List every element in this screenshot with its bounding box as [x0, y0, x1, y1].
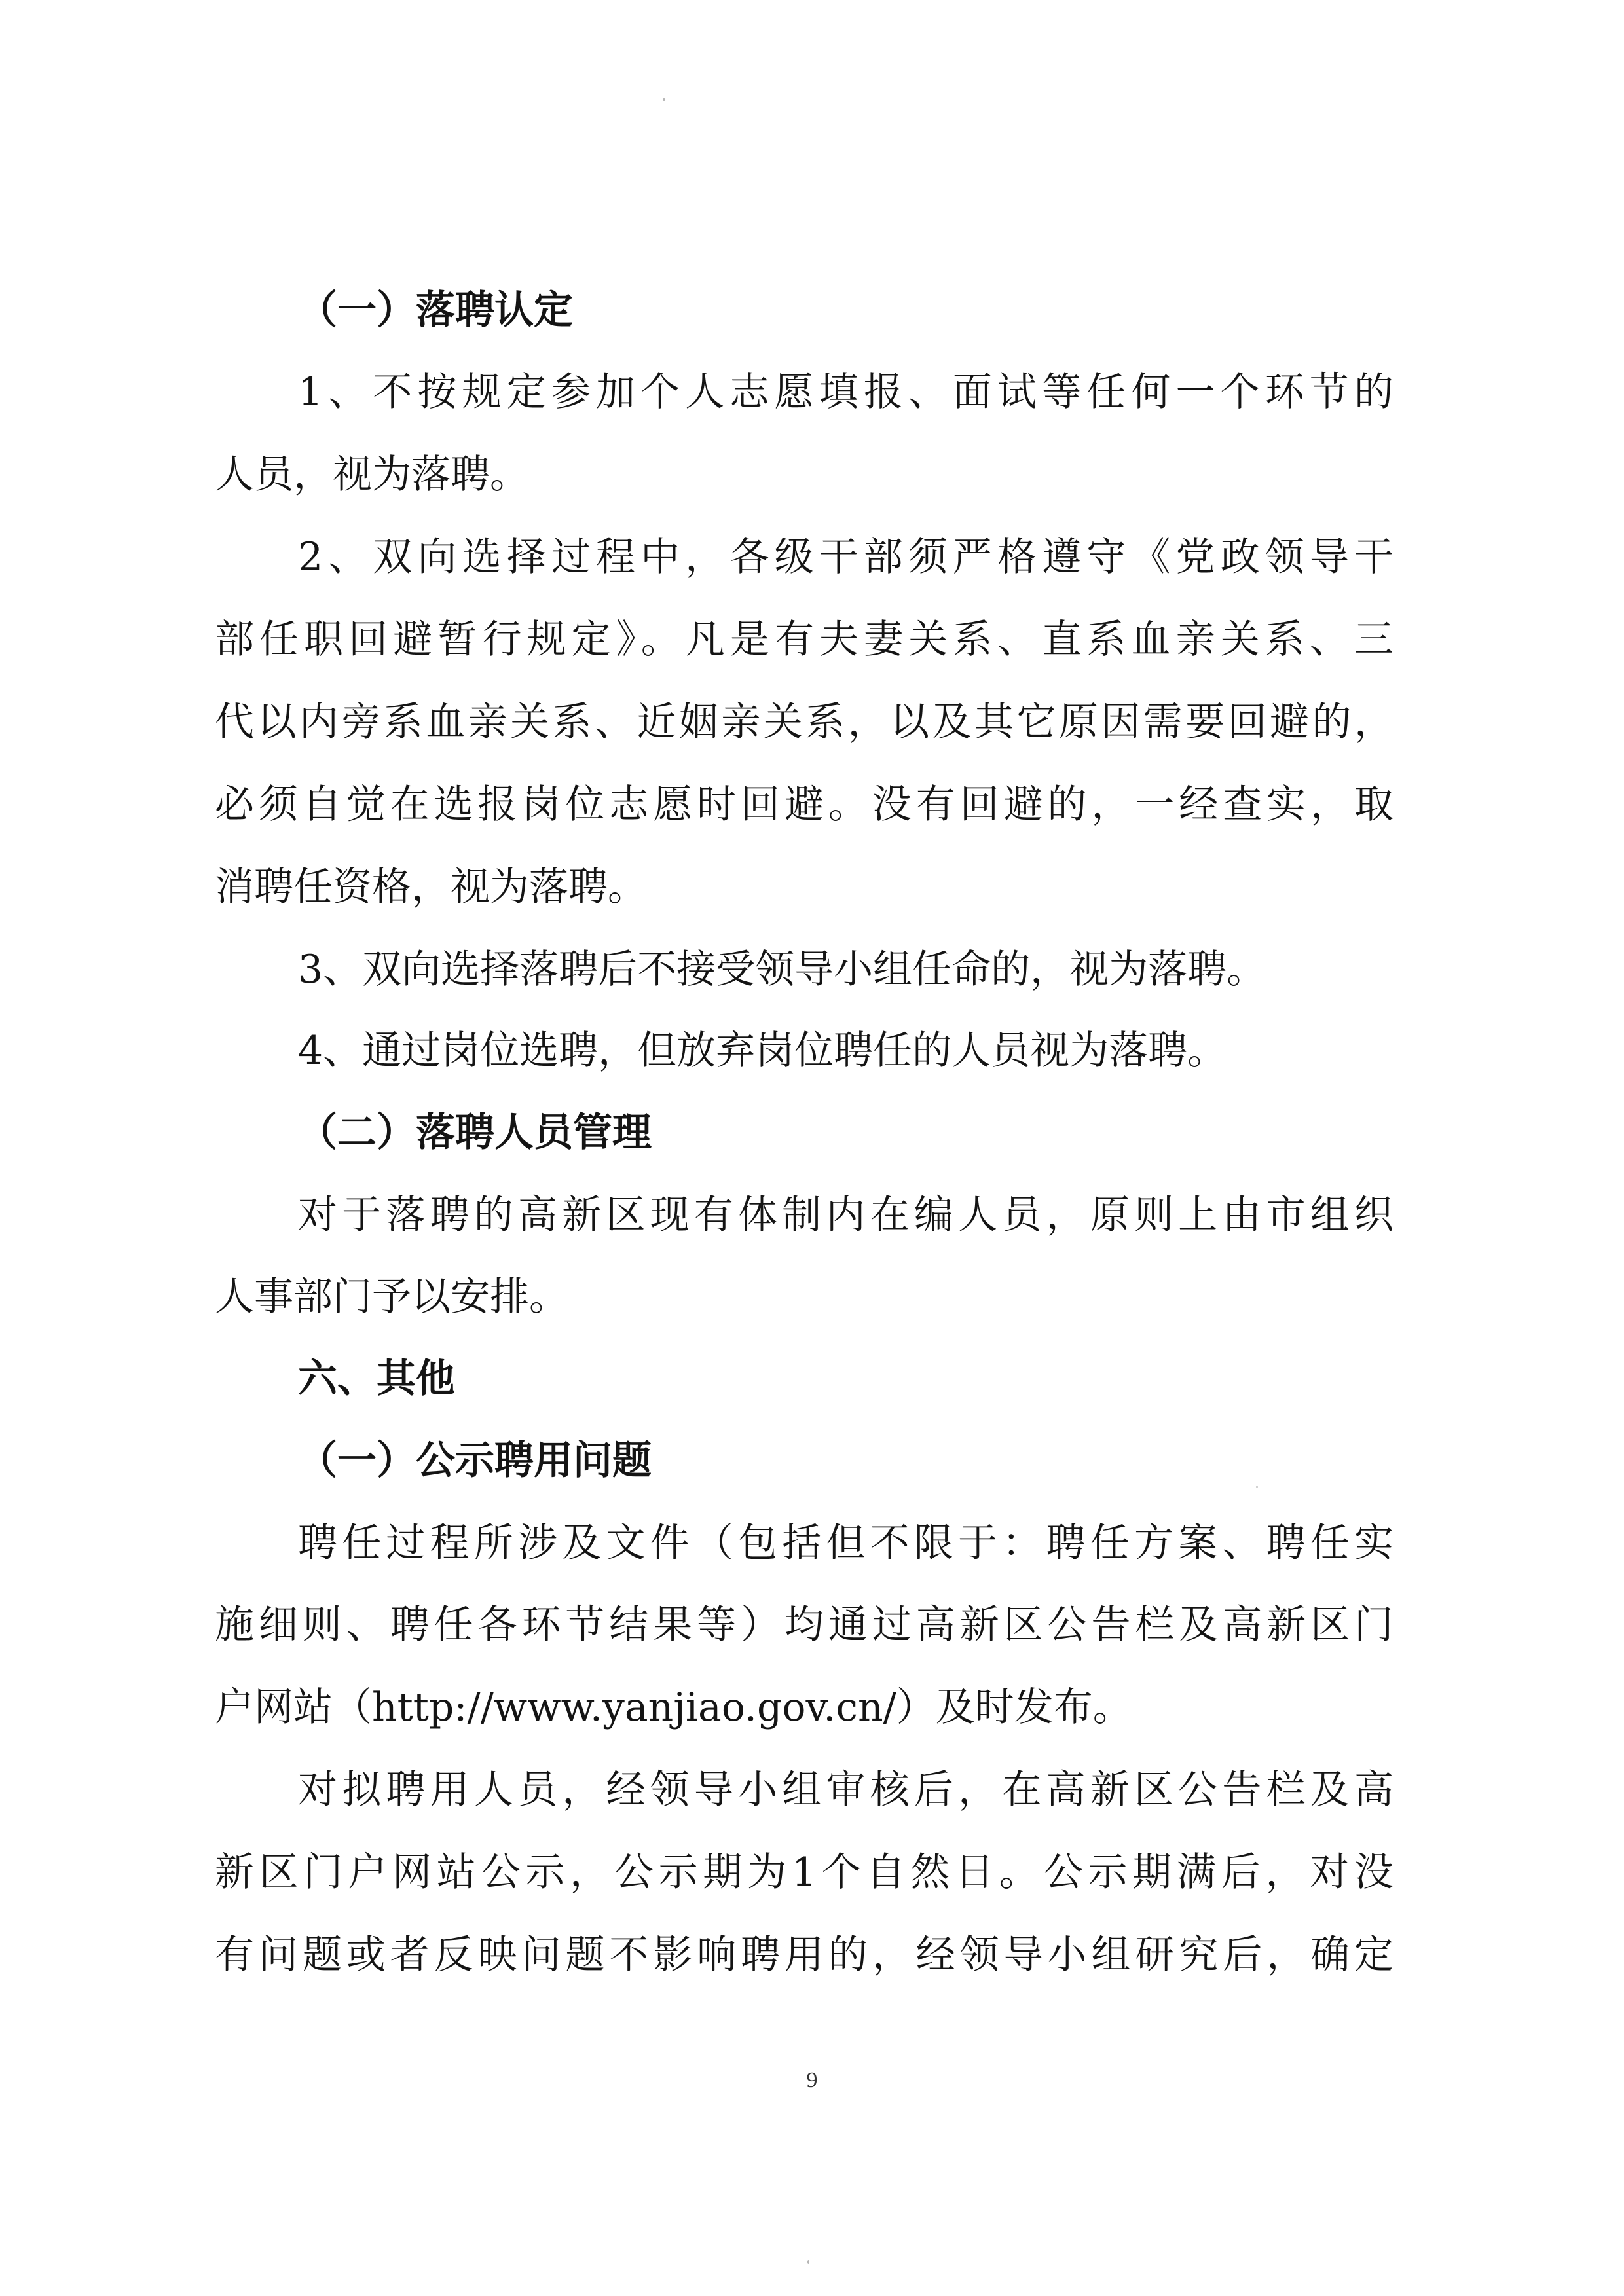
- scan-speck: [1256, 1486, 1258, 1488]
- paragraph-line: 人员，视为落聘。: [215, 452, 529, 498]
- page-number: 9: [806, 2068, 818, 2092]
- paragraph-line: 户网站（http://www.yanjiao.gov.cn/）及时发布。: [215, 1685, 1132, 1730]
- paragraph-line: 2、双向选择过程中，各级干部须严格遵守《党政领导干: [298, 534, 1393, 580]
- paragraph-line: 对拟聘用人员，经领导小组审核后，在高新区公告栏及高: [298, 1767, 1393, 1813]
- chapter-heading-other: 六、其他: [298, 1356, 455, 1402]
- paragraph-line: 代以内旁系血亲关系、近姻亲关系，以及其它原因需要回避的，: [215, 699, 1393, 745]
- paragraph-line: 人事部门予以安排。: [215, 1274, 568, 1320]
- section-heading-dismissed-staff-management: （二）落聘人员管理: [298, 1110, 652, 1156]
- paragraph-line: 对于落聘的高新区现有体制内在编人员，原则上由市组织: [298, 1192, 1393, 1238]
- scan-speck: [807, 2260, 809, 2264]
- paragraph-line: 1、不按规定参加个人志愿填报、面试等任何一个环节的: [298, 369, 1393, 415]
- paragraph-line: 4、通过岗位选聘，但放弃岗位聘任的人员视为落聘。: [298, 1028, 1227, 1074]
- paragraph-line: 必须自觉在选报岗位志愿时回避。没有回避的，一经查实，取: [215, 782, 1393, 828]
- paragraph-line: 施细则、聘任各环节结果等）均通过高新区公告栏及高新区门: [215, 1602, 1393, 1648]
- paragraph-line: 聘任过程所涉及文件（包括但不限于：聘任方案、聘任实: [298, 1520, 1393, 1566]
- paragraph-line: 3、双向选择落聘后不接受领导小组任命的，视为落聘。: [298, 947, 1266, 993]
- section-heading-public-notice: （一）公示聘用问题: [298, 1438, 652, 1484]
- scan-speck: [663, 98, 665, 101]
- paragraph-line: 有问题或者反映问题不影响聘用的，经领导小组研究后，确定: [215, 1932, 1393, 1978]
- paragraph-line: 消聘任资格，视为落聘。: [215, 864, 647, 910]
- paragraph-line: 新区门户网站公示，公示期为1个自然日。公示期满后，对没: [215, 1850, 1393, 1895]
- section-heading-dismissal-criteria: （一）落聘认定: [298, 287, 573, 333]
- paragraph-line: 部任职回避暂行规定》。凡是有夫妻关系、直系血亲关系、三: [215, 617, 1393, 663]
